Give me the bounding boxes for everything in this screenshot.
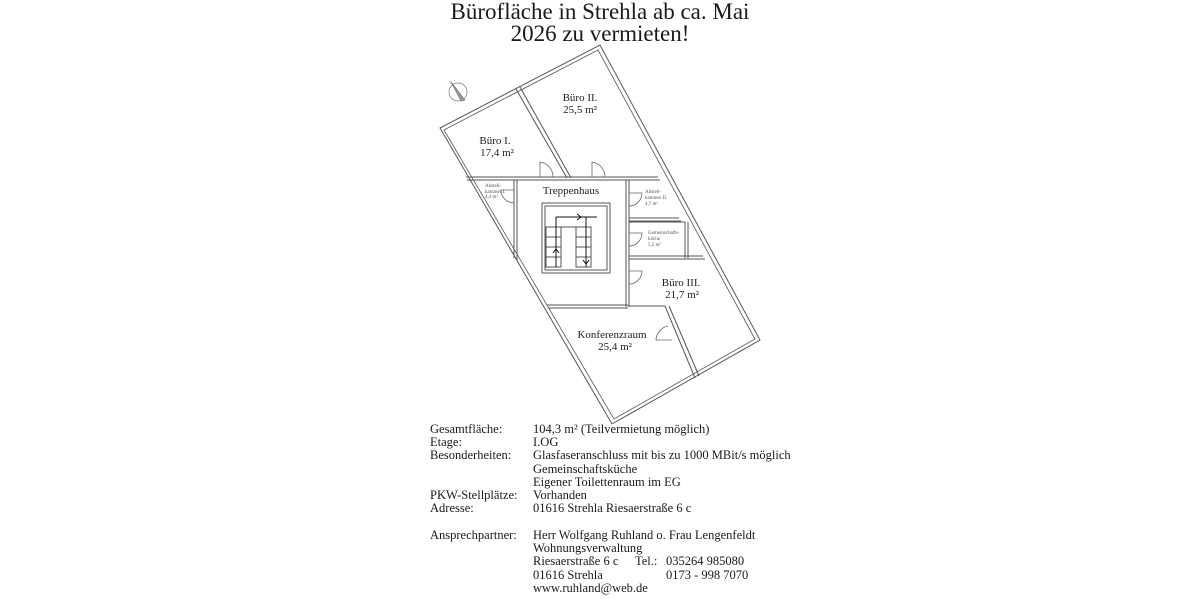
room-abstell-2-area: 4,7 m²: [645, 202, 658, 207]
adresse-label: Adresse:: [430, 501, 474, 516]
stair-arrows-icon: [553, 214, 597, 267]
room-kueche-name: Gemeinschafts-: [648, 231, 680, 236]
besonderheiten-label: Besonderheiten:: [430, 448, 512, 463]
contact-label: Ansprechpartner:: [430, 528, 517, 542]
room-buero-3-name: Büro III.: [661, 277, 701, 289]
contact-web[interactable]: www.ruhland@web.de: [533, 580, 648, 595]
tel-label: Tel.:: [635, 554, 658, 569]
room-konferenz-name: Konferenzraum: [577, 329, 647, 341]
contact-street: Riesaerstraße 6 c: [533, 554, 619, 569]
room-buero-1-name: Büro I.: [479, 135, 511, 147]
room-konferenz-area: 25,4 m²: [598, 341, 632, 353]
room-kueche-area: 5,2 m²: [648, 243, 661, 248]
room-buero-2-name: Büro II.: [562, 92, 598, 104]
headline-line-2: 2026 zu vermieten!: [510, 21, 690, 46]
svg-text:N: N: [449, 80, 452, 85]
stellplaetze-label: PKW-Stellplätze:: [430, 487, 518, 502]
room-treppenhaus-name: Treppenhaus: [542, 185, 600, 197]
room-buero-3-area: 21,7 m²: [665, 289, 699, 301]
stellplaetze-value: Vorhanden: [533, 487, 587, 502]
besonderheiten-value-3: Eigener Toilettenraum im EG: [533, 474, 681, 489]
room-buero-2-area: 25,5 m²: [563, 104, 597, 116]
besonderheiten-value-1: Glasfaseranschluss mit bis zu 1000 MBit/s möglich: [533, 448, 791, 463]
besonderheiten-value-2: Gemeinschaftsküche: [533, 461, 638, 476]
gesamtflaeche-label: Gesamtfläche:: [430, 422, 503, 436]
gesamtflaeche-value: 104,3 m² (Teilvermietung möglich): [533, 422, 710, 436]
room-kueche-name2: küche: [648, 237, 660, 242]
etage-value: I.OG: [533, 435, 559, 450]
room-abstell-1-name: Abstell-: [485, 184, 502, 189]
headline-line-1: Bürofläche in Strehla ab ca. Mai: [450, 0, 750, 24]
room-abstell-1-name2: kammer I.: [485, 190, 506, 195]
contact-city: 01616 Strehla: [533, 567, 603, 582]
phone-1: 035264 985080: [666, 554, 745, 569]
contact-company: Wohnungsverwaltung: [533, 541, 643, 556]
etage-label: Etage:: [430, 435, 462, 450]
phone-2: 0173 - 998 7070: [666, 567, 749, 582]
adresse-value: 01616 Strehla Riesaerstraße 6 c: [533, 501, 692, 516]
compass-north-arrow-icon: [449, 80, 467, 101]
room-abstell-1-area: 4,4 m²: [485, 195, 498, 200]
contact-names: Herr Wolfgang Ruhland o. Frau Lengenfeldt: [533, 528, 756, 542]
room-abstell-2-name2: kammer II.: [645, 196, 668, 201]
room-buero-1-area: 17,4 m²: [480, 147, 514, 159]
room-abstell-2-name: Abstell-: [645, 190, 662, 195]
